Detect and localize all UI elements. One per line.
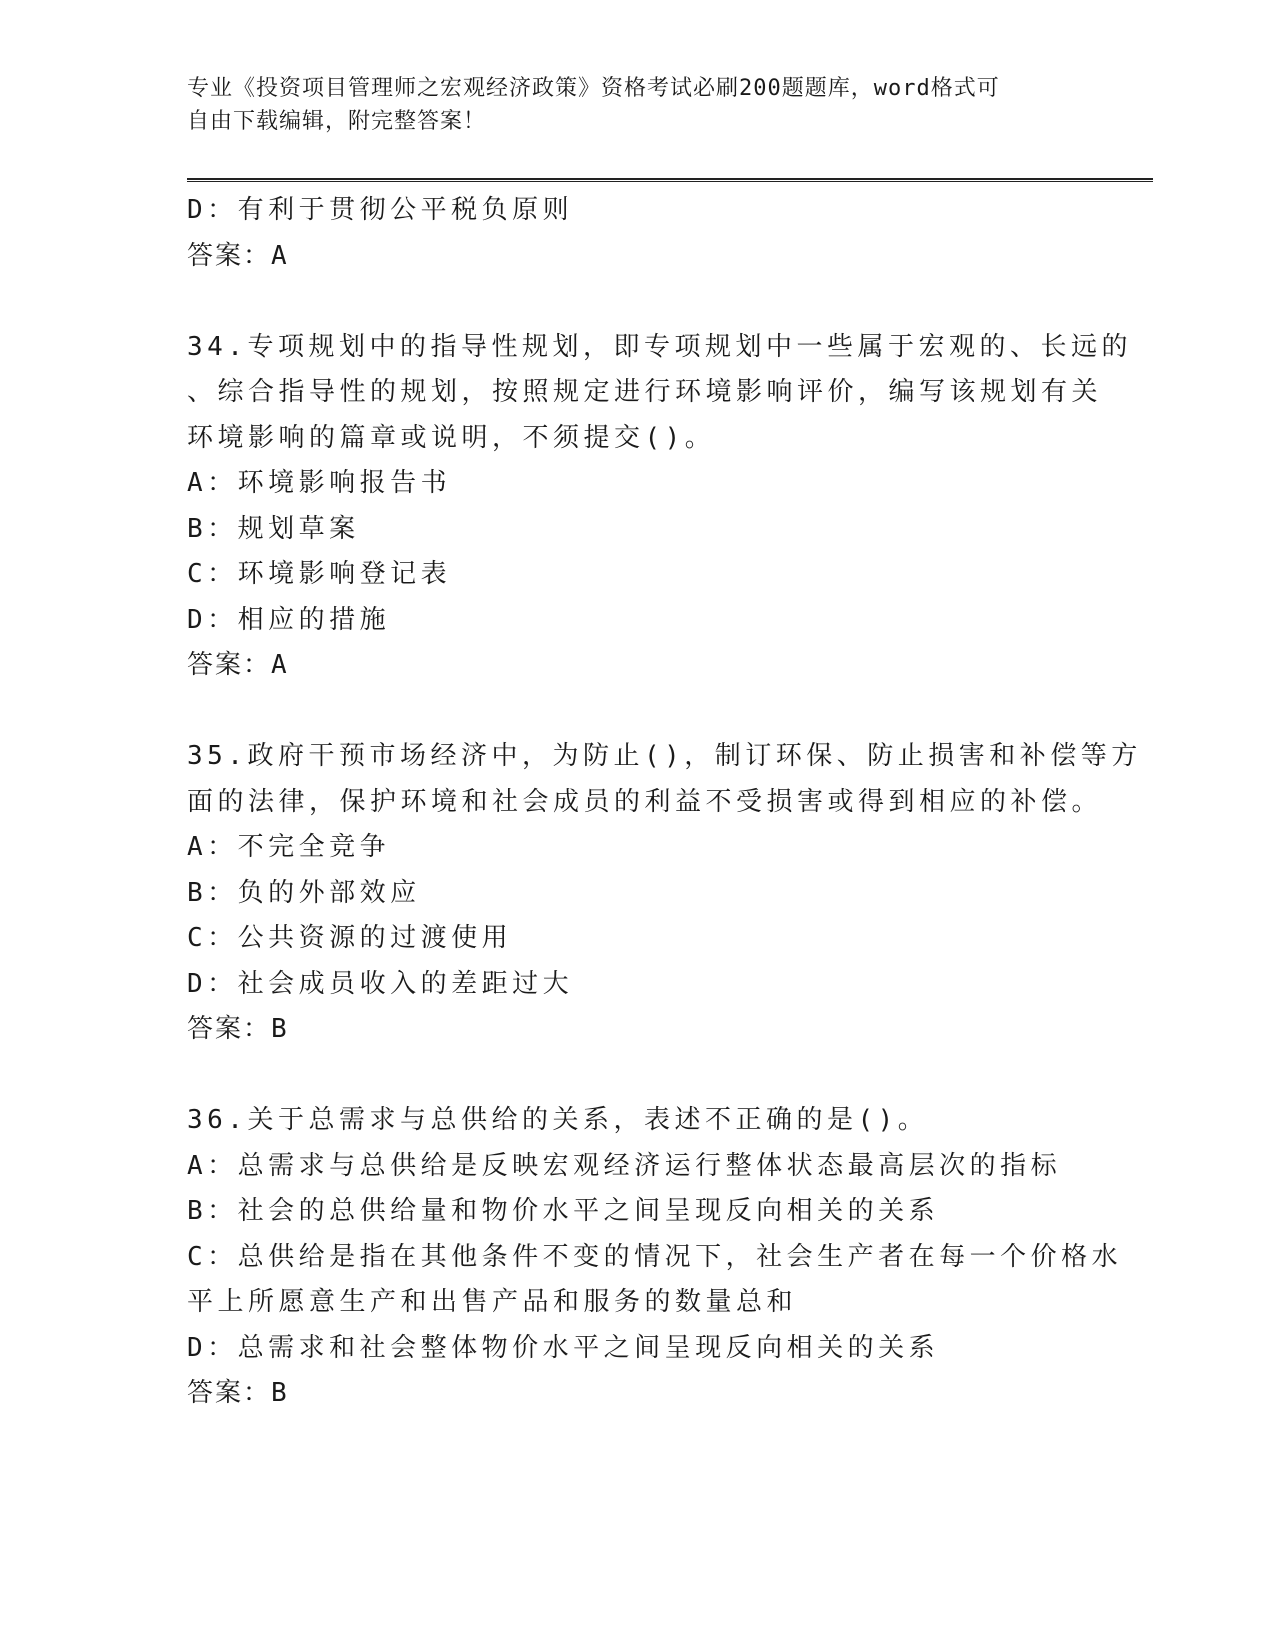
question-33-tail [187, 188, 1087, 279]
option-d: D：总需求和社会整体物价水平之间呈现反向相关的关系 [187, 1332, 940, 1363]
spacer [187, 1053, 1087, 1099]
option-a: A：环境影响报告书 [187, 468, 452, 498]
option-a: A：总需求与总供给是反映宏观经济运行整体状态最高层次的指标 [187, 1150, 1062, 1181]
option-a: A：不完全竞争 [187, 832, 391, 862]
question-stem: 36.关于总需求与总供给的关系，表述不正确的是()。 [187, 1105, 929, 1135]
option-c: C：公共资源的过渡使用 [187, 923, 513, 953]
header-line-1: 专业《投资项目管理师之宏观经济政策》资格考试必刷200题题库，word格式可 [187, 76, 1000, 101]
option-c: C：环境影响登记表 [187, 559, 452, 589]
answer: 答案：B [187, 1014, 289, 1044]
question-stem: 、综合指导性的规划，按照规定进行环境影响评价，编写该规划有关 [187, 377, 1103, 407]
spacer [187, 689, 1087, 735]
header-line-2: 自由下载编辑，附完整答案！ [187, 109, 487, 134]
question-34 [187, 325, 1132, 689]
option-d: D：有利于贯彻公平税负原则 [187, 195, 574, 225]
option-d: D：相应的措施 [187, 604, 391, 635]
question-stem: 环境影响的篇章或说明，不须提交()。 [187, 422, 716, 453]
option-b: B：社会的总供给量和物价水平之间呈现反向相关的关系 [187, 1196, 940, 1226]
page-header [187, 72, 1067, 138]
option-c: C：总供给是指在其他条件不变的情况下，社会生产者在每一个价格水 [187, 1241, 1123, 1272]
option-b: B：负的外部效应 [187, 877, 421, 908]
question-content [187, 188, 1142, 1417]
question-36 [187, 1098, 1123, 1417]
header-divider [187, 178, 1153, 182]
option-c-continued: 平上所愿意生产和出售产品和服务的数量总和 [187, 1287, 798, 1317]
option-b: B：规划草案 [187, 513, 360, 544]
question-35 [187, 734, 1142, 1053]
question-stem: 面的法律，保护环境和社会成员的利益不受损害或得到相应的补偿。 [187, 786, 1103, 817]
option-d: D：社会成员收入的差距过大 [187, 968, 574, 999]
spacer [187, 279, 1087, 325]
question-stem: 35.政府干预市场经济中，为防止()，制订环保、防止损害和补偿等方 [187, 741, 1142, 771]
question-stem: 34.专项规划中的指导性规划，即专项规划中一些属于宏观的、长远的 [187, 331, 1132, 362]
answer: 答案：A [187, 650, 289, 680]
answer: 答案：A [187, 240, 289, 271]
answer: 答案：B [187, 1378, 289, 1408]
